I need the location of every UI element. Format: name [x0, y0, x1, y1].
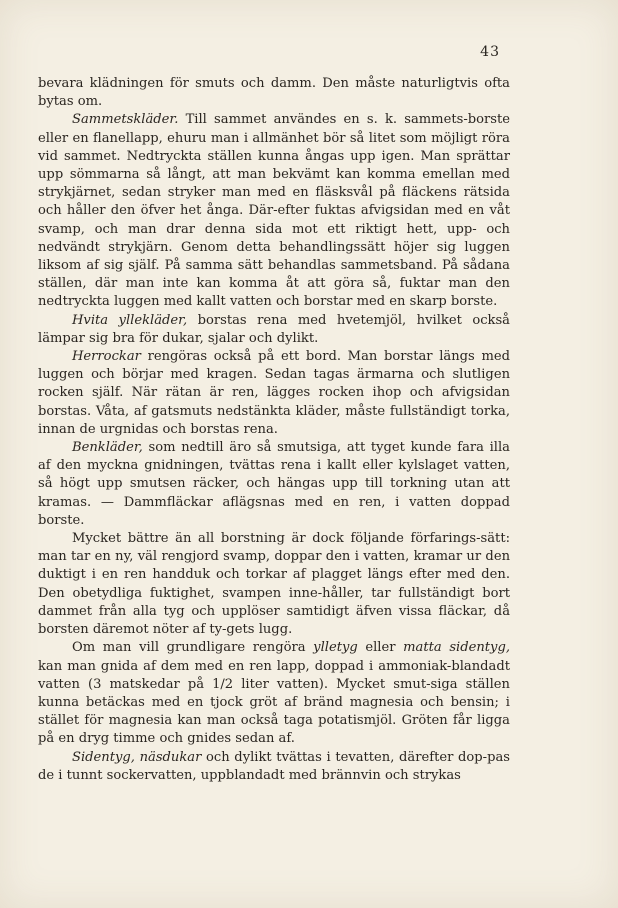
- paragraph: [38, 530, 510, 639]
- paragraph-text: rengöras också på ett bord. Man borstar längs med luggen och börjar med kragen. Sedan tagas ärmarna och slutligen rocken själf. När rätan är ren, lägges rocken ihop och afvigsidan borstas. Våta, af gatsmuts nedstänkta kläder, måste fullständigt torka, innan de urgnidas och borstas rena.: [38, 349, 510, 437]
- paragraph-text: Till sammet användes en s. k. sammets-borste eller en flanellapp, ehuru man i allmänhet bör så litet som möjligt röra vid sammet. Nedtryckta ställen kunna ångas upp igen. Man sprättar upp sömmarna så långt, att man bekvämt kan komma emellan med strykjärnet, sedan stryker man med en fläsksvål på fläckens rätsida och håller den öfver het ånga. Där-efter fuktas afvigsidan med en våt svamp, och man drar denna sida mot ett riktigt hett, upp- och nedvändt strykjärn. Genom detta behandlingssätt höjer sig luggen liksom af sig själf. På samma sätt behandlas sammetsband. På sådana ställen, där man inte kan komma åt att göra så, fuktar man den nedtryckta luggen med kallt vatten och borstar med en skarp borste.: [38, 112, 510, 310]
- paragraph: [38, 439, 510, 530]
- italic-heading: Herrockar: [72, 349, 141, 365]
- italic-heading: matta sidentyg,: [403, 640, 510, 656]
- paragraph: [38, 639, 510, 748]
- paragraph-text: borstas rena med hvetemjöl, hvilket också lämpar sig bra för dukar, sjalar och dylikt.: [38, 312, 510, 346]
- paragraph-text: som nedtill äro så smutsiga, att tyget kunde fara illa af den myckna gnidningen, tvättas rena i kallt eller kylslaget vatten, så högt upp smutsen räcker, och hängas upp till torkning utan att kramas. — Dammfläckar aflägsnas med en ren, i vatten doppad borste.: [38, 440, 510, 528]
- paragraph-text: och dylikt tvättas i tevatten, därefter dop-pas de i tunnt sockervatten, uppblandadt med brännvin och strykas: [38, 749, 510, 783]
- body-text: [38, 75, 510, 785]
- paragraph-text: bevara klädningen för smuts och damm. Den måste naturligtvis ofta bytas om.: [38, 76, 510, 110]
- paragraph-text: Mycket bättre än all borstning är dock följande förfarings-sätt: man tar en ny, väl rengjord svamp, doppar den i vatten, kramar ur den duktigt i en ren handduk och torkar af plagget längs efter med den. Den obetydliga fuktighet, svampen inne-håller, tar fullständigt bort dammet från alla tyg och upplöser samtidigt äfven vissa fläckar, då borsten däremot nöter af ty-gets lugg.: [38, 531, 510, 638]
- italic-heading: Sidentyg, näsdukar: [72, 749, 202, 765]
- paragraph: [38, 749, 510, 785]
- italic-heading: Benkläder,: [72, 440, 143, 456]
- paragraph-text: eller: [357, 640, 404, 656]
- paragraph: [38, 111, 510, 311]
- page-number: 43: [480, 44, 500, 60]
- paragraph-text: Om man vill grundligare rengöra: [72, 640, 314, 656]
- italic-heading: Hvita yllekläder,: [72, 312, 188, 328]
- paragraph: [38, 75, 510, 111]
- paragraph: [38, 312, 510, 348]
- italic-heading: ylletyg: [313, 640, 358, 656]
- italic-heading: Sammetskläder.: [72, 112, 179, 128]
- paragraph: [38, 348, 510, 439]
- paragraph-text: kan man gnida af dem med en ren lapp, doppad i ammoniak-blandadt vatten (3 matskedar på 1/2 liter vatten). Mycket smut-siga ställen kunna betäckas med en tjock gröt af bränd magnesia och bensin; i stället för magnesia kan man också taga potatismjöl. Gröten får ligga på en dryg timme och gnides sedan af.: [38, 658, 510, 747]
